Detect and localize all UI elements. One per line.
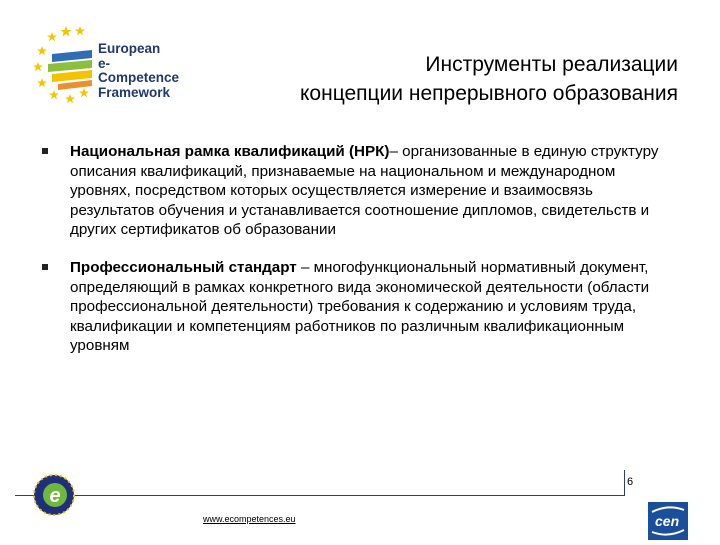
bullet-square-icon (42, 148, 48, 154)
ecf-round-logo (32, 473, 76, 517)
bullet-term-nrk: Национальная рамка квалификаций (НРК) (70, 143, 390, 160)
logo-line-1: European (98, 41, 161, 56)
bullet-definition-nrk: – организованные в единую структуру описания квалификаций, признаваемые на национальном и международном уровнях, посредством которых осуществляется измерение и взаимосвязь результатов обучения и устанавливается соотношение дипломов, свидетельств и других сертификатов об образовании (70, 143, 659, 239)
logo-line-2: e-Competence (98, 55, 180, 85)
bullet-square-icon (42, 264, 48, 270)
bullet-definition-prof-standard: – многофункциональный нормативный документ, определяющий в рамках конкретного вида экономической деятельности (области профессиональной деятельности) требования к содержанию и условиям труда, квалификации и компетенциям работников по различным квалификационным уровням (70, 258, 650, 355)
footer-divider-vertical (624, 470, 625, 496)
cen-label: cen (655, 513, 680, 529)
bullet-term-prof-standard: Профессиональный стандарт (70, 258, 297, 276)
e-circle-icon (32, 473, 76, 517)
ecf-logo (30, 22, 180, 110)
bullet-item-prof-standard (40, 258, 680, 356)
ecf-logo-text (98, 42, 180, 100)
svg-text:e: e (49, 485, 61, 507)
bullet-item-nrk (40, 142, 680, 240)
footer-url-link[interactable]: www.ecompetences.eu (203, 514, 296, 524)
logo-line-3: Framework (98, 84, 171, 100)
cen-logo (648, 502, 688, 540)
footer-divider (15, 495, 625, 496)
slide-title-line-2: концепции непрерывного образования (300, 82, 678, 105)
slide-title (208, 50, 678, 108)
page-number: 6 (627, 476, 634, 488)
bullet-list (40, 142, 680, 374)
slide-title-line-1: Инструменты реализации (425, 53, 678, 76)
